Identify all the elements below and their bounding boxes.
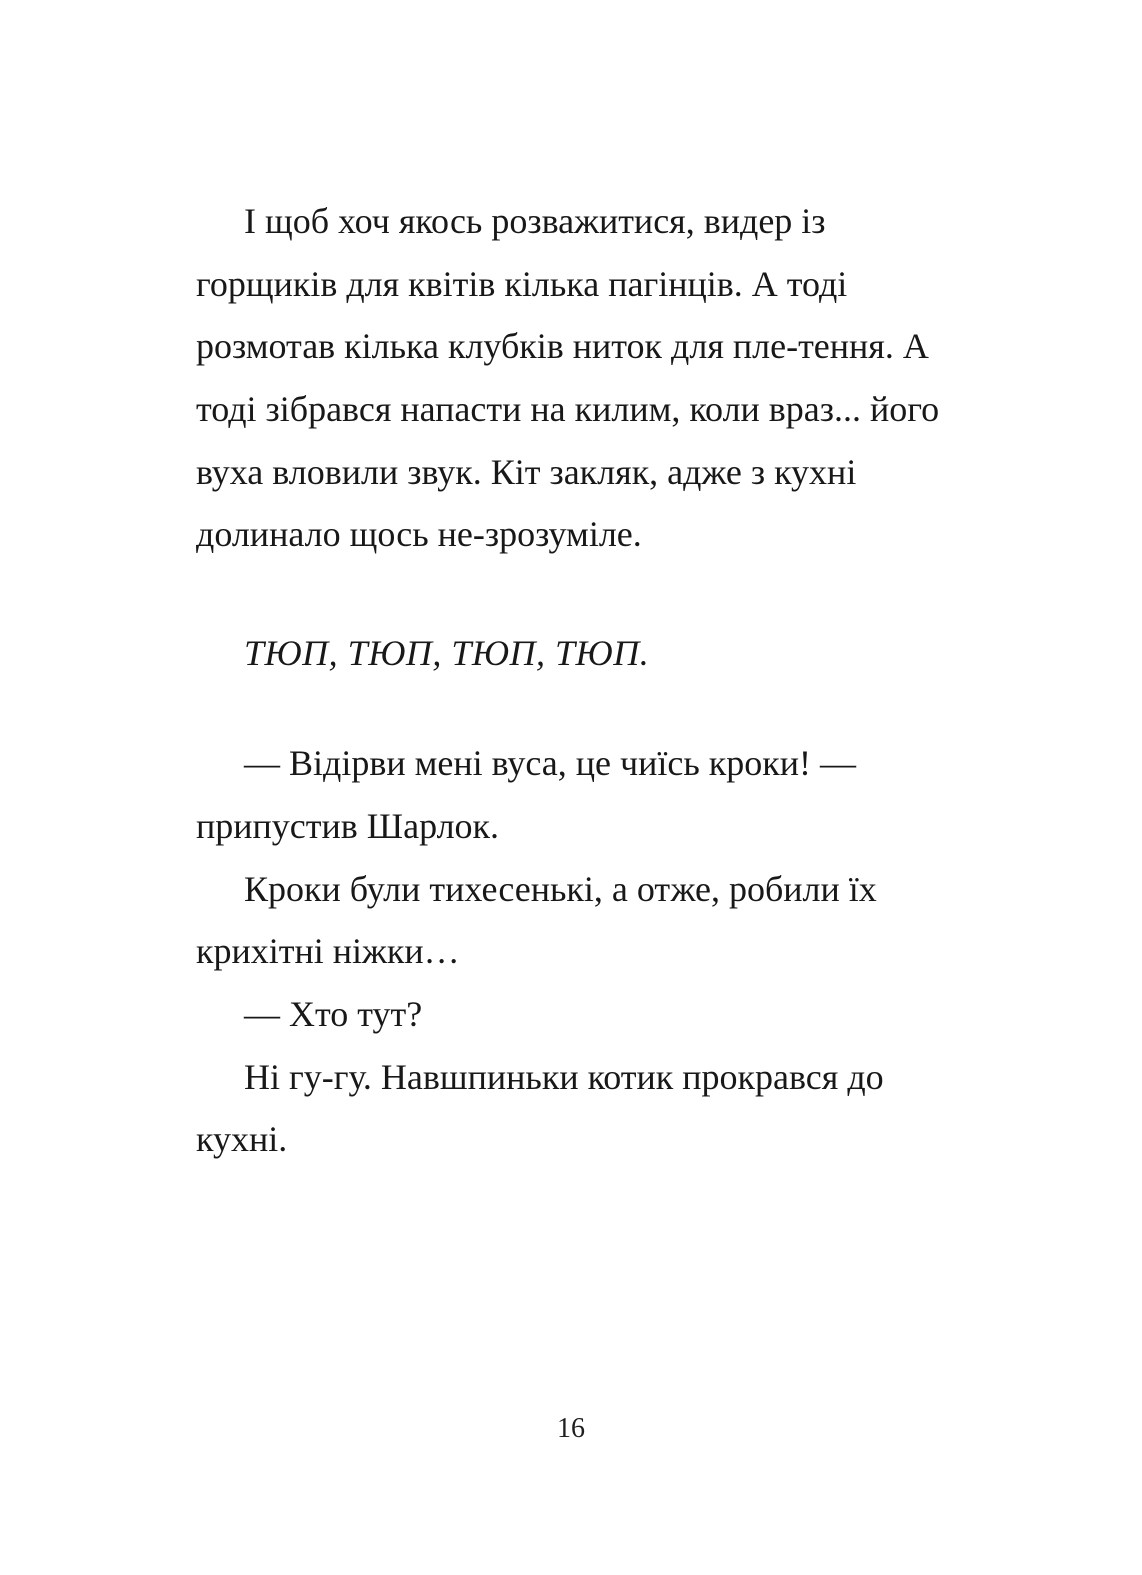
- page-text-block: [196, 190, 948, 1171]
- paragraph-closing: Ні гу-гу. Навшпиньки котик прокрався до кухні.: [196, 1056, 884, 1160]
- paragraph-dialogue-sherlock: — Відірви мені вуса, це чиїсь кроки! — припустив Шарлок.: [196, 743, 857, 846]
- paragraph-opening: І щоб хоч якось розважитися, видер із горщиків для квітів кілька пагінців. А тоді розмотав кілька клубків ниток для пле-тення. А тоді зібрався напасти на килим, коли враз... його вуха вловили звук. Кіт закляк, адже з кухні долинало щось не-зрозуміле.: [196, 201, 940, 555]
- paragraph-question: — Хто тут?: [244, 993, 423, 1034]
- sound-effect-line: ТЮП, ТЮП, ТЮП, ТЮП.: [244, 632, 650, 673]
- spacer-after-sound: [196, 684, 948, 732]
- spacer-before-sound: [196, 566, 948, 622]
- dialogue-group: [196, 732, 948, 1170]
- paragraph-steps-description: Кроки були тихесенькі, а отже, робили їх крихітні ніжки…: [196, 868, 877, 972]
- page-number: 16: [557, 1413, 585, 1444]
